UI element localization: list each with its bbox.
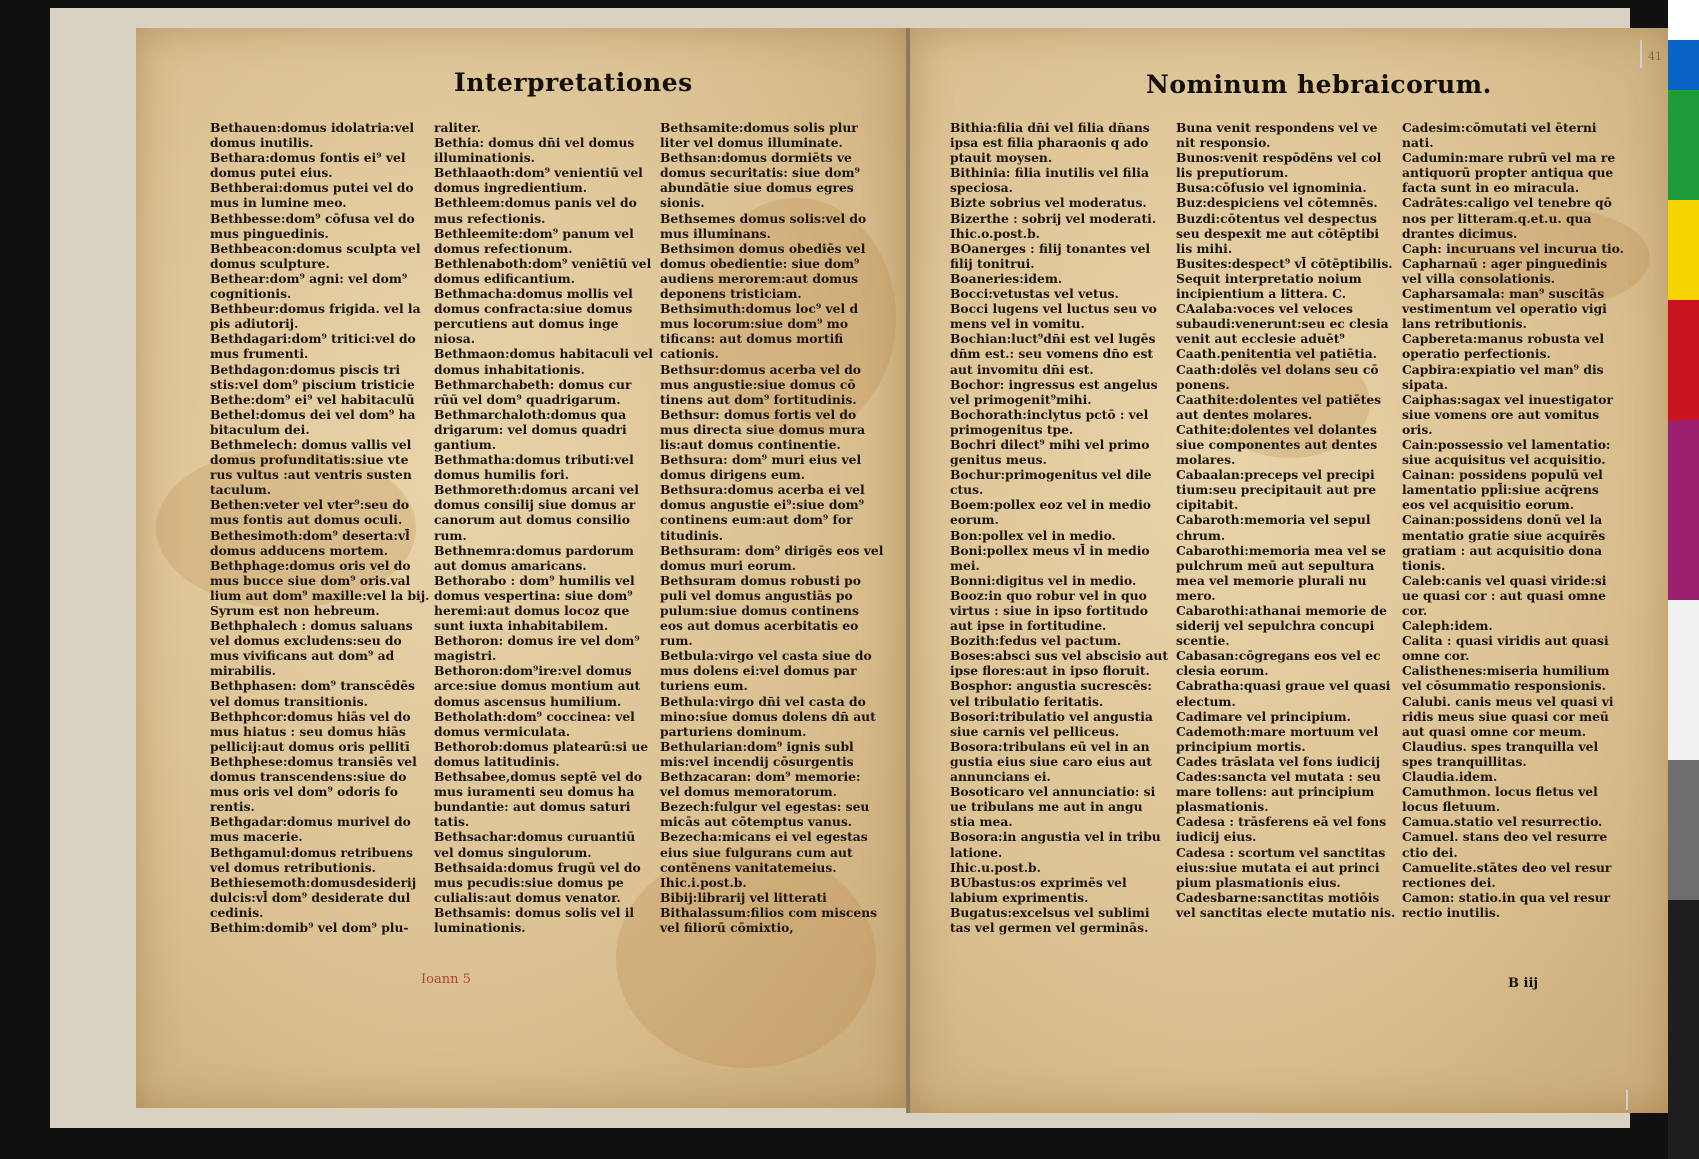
crop-mark: [1626, 1090, 1628, 1110]
column-text: Buna venit respondens vel ve nit responsio. Bunos:venit respōdēns vel col lis preputiorum. Busa:cōfusio vel ignominia. Buz:despiciens vel cōtemnēs. Buzdi:cōtentus vel despectus seu despexit me aut cōtēptibi lis mihi. Busites:despect⁹ vl̄ cōtēptibilis. Sequit interpretatio noium incipientium a littera. C. CAalaba:voces vel veloces subaudi:venerunt:seu ec clesia venit aut ecclesie aduēt⁹ Caath.penitentia vel patiētia. Caath:dolēs vel dolans seu cō ponens. Caathite:dolentes vel patiētes aut dentes molares. Cathite:dolentes vel dolantes siue componentes aut dentes molares. Cabaalan:preceps vel precipi tium:seu precipitauit aut pre cipitabit. Cabaroth:memoria vel sepul chrum. Cabarothi:memoria mea vel se pulchrum meū aut sepultura mea vel memorie plurali nu mero. Cabarothi:athanai memorie de siderij vel sepulchra concupi scentie. Cabasan:cōgregans eos vel ec clesia eorum. Cabratha:quasi graue vel quasi electum. Cadimare vel principium. Cademoth:mare mortuum vel principium mortis. Cades trāslata vel fons iudicij Cades:sancta vel mutata : seu mare tollens: aut principium plasmationis. Cadesa : trāsferens eā vel fons iudicij eius. Cadesa : scortum vel sanctitas eius:siue mutata ei aut princi pium plasmationis eius. Cadesbarne:sanctitas motiōis vel sanctitas electe mutatio nis.: [1176, 120, 1396, 920]
column-text: Bethsamite:domus solis plur liter vel domus illuminate. Bethsan:domus dormiēts ve domus securitatis: siue dom⁹ abundātie siue domus egres sionis. Bethsemes domus solis:vel do mus illuminans. Bethsimon domus obediēs vel domus obedientie: siue dom⁹ audiens merorem:aut domus deponens tristiciam. Bethsimuth:domus loc⁹ vel d mus locorum:siue dom⁹ mo tificans: aut domus mortifi cationis. Bethsur:domus acerba vel do mus angustie:siue domus cō tinens aut dom⁹ fortitudinis. Bethsur: domus fortis vel do mus directa siue domus mura lis:aut domus continentie. Bethsura: dom⁹ muri eius vel domus dirigens eum. Bethsura:domus acerba ei vel domus angustie ei⁹:siue dom⁹ continens eum:aut dom⁹ for titudinis. Bethsuram: dom⁹ dirigēs eos vel domus muri eorum. Bethsuram domus robusti po puli vel domus angustiās po pulum:siue domus continens eos aut domus acerbitatis eo rum. Betbula:virgo vel casta siue do mus dolens ei:vel domus par turiens eum. Bethula:virgo dn̄i vel casta do mino:siue domus dolens dn̄ aut parturiens dominum. Bethularian:dom⁹ ignis subl mis:vel incendij cōsurgentis Bethzacaran: dom⁹ memorie: vel domus memoratorum. Bezech:fulgur vel egestas: seu micās aut cōtemptus vanus. Bezecha:micans ei vel egestas eius siue fulgurans cum aut contēnens vanitatemeius. Ihic.i.post.b. Bibij:librarij vel litterati Bithalassum:filios com miscens vel filiorū cōmixtio,: [660, 120, 884, 935]
color-swatch: [1668, 420, 1699, 600]
color-calibration-bar: [1668, 0, 1699, 1159]
right-page: [910, 28, 1672, 1113]
crop-mark: [1640, 40, 1642, 68]
column-text: Cadesim:cōmutati vel ēterni nati. Cadumin:mare rubrū vel ma re antiquorū propter antiqua que facta sunt in eo miracula. Cadrātes:caligo vel tenebre qō nos per litteram.q.et.u. qua drantes dicimus. Caph: incuruans vel incurua tio. Capharnaū : ager pinguedinis vel villa consolationis. Capharsamala: man⁹ suscitās vestimentum vel operatio vigi lans retributionis. Capbereta:manus robusta vel operatio perfectionis. Capbira:expiatio vel man⁹ dis sipata. Caiphas:sagax vel inuestigator siue vomens ore aut vomitus oris. Cain:possessio vel lamentatio: siue acquisitus vel acquisitio. Cainan: possidens populū vel lamentatio ppl̄i:siue acq̄rens eos vel acquisitio eorum. Cainan:possidens donū vel la mentatio gratie siue acquirēs gratiam : aut acquisitio dona tionis. Caleb:canis vel quasi viride:si ue quasi cor : aut quasi omne cor. Caleph:idem. Calita : quasi viridis aut quasi omne cor. Calisthenes:miseria humilium vel cōsummatio responsionis. Calubi. canis meus vel quasi vi ridis meus siue quasi cor meū aut quasi omne cor meum. Claudius. spes tranquilla vel spes tranquillitas. Claudia.idem. Camuthmon. locus fletus vel locus fletuum. Camua.statio vel resurrectio. Camuel. stans deo vel resurre ctio dei. Camuelite.stātes deo vel resur rectiones dei. Camon: statio.in qua vel resur rectio inutilis.: [1402, 120, 1624, 920]
column-text: Bithia:filia dn̄i vel filia dn̄ans ipsa est filia pharaonis q ado ptauit moysen. Bithinia: filia inutilis vel filia speciosa. Bizte sobrius vel moderatus. Bizerthe : sobrij vel moderati. Ihic.o.post.b. BOanerges : filij tonantes vel filij tonitrui. Boaneries:idem. Bocci:vetustas vel vetus. Bocci lugens vel luctus seu vo mens vel in vomitu. Bochian:luct⁹dn̄i est vel lugēs dn̄m est.: seu vomens dn̄o est aut invomitu dn̄i est. Bochor: ingressus est angelus vel primogenit⁹mihi. Bochorath:inclytus pctō : vel primogenitus tpe. Bochri dilect⁹ mihi vel primo genitus meus. Bochur:primogenitus vel dile ctus. Boem:pollex eoz vel in medio eorum. Bon:pollex vel in medio. Boni:pollex meus vl̄ in medio mei. Bonni:digitus vel in medio. Booz:in quo robur vel in quo virtus : siue in ipso fortitudo aut ipse in fortitudine. Bozith:fedus vel pactum. Boses:absci sus vel abscisio aut ipse flores:aut in ipso floruit. Bosphor: angustia sucrescēs: vel tribulatio feritatis. Bosori:tribulatio vel angustia siue carnis vel pelliceus. Bosora:tribulans eū vel in an gustia eius siue caro eius aut annuncians ei. Bosoticaro vel annunciatio: si ue tribulans me aut in angu stia mea. Bosora:in angustia vel in tribu latione. Ihic.u.post.b. BUbastus:os exprimēs vel labium exprimentis. Bugatus:excelsus vel sublimi tas vel germen vel germinās.: [950, 120, 1169, 935]
color-swatch: [1668, 40, 1699, 90]
text-column-4: [950, 120, 1172, 935]
text-column-3: [660, 120, 884, 935]
page-heading-left: Interpretationes: [454, 68, 693, 97]
text-column-1: [210, 120, 430, 935]
color-swatch: [1668, 0, 1699, 40]
signature-mark: B iij: [1508, 976, 1539, 991]
page-heading-right: Nominum hebraicorum.: [1146, 70, 1492, 99]
color-swatch: [1668, 200, 1699, 300]
left-page: [136, 28, 906, 1108]
handwritten-annotation: Ioann 5: [421, 972, 471, 987]
color-swatch: [1668, 900, 1699, 1159]
text-column-5: [1176, 120, 1398, 920]
text-column-2: [434, 120, 656, 935]
folio-number: 41: [1648, 50, 1662, 63]
color-swatch: [1668, 760, 1699, 900]
color-swatch: [1668, 90, 1699, 200]
column-text: raliter. Bethia: domus dn̄i vel domus illuminationis. Bethlaaoth:dom⁹ venientiū vel domus ingredientium. Bethleem:domus panis vel do mus refectionis. Bethleemite:dom⁹ panum vel domus refectionum. Bethlenaboth:dom⁹ veniētiū vel domus edificantium. Bethmacha:domus mollis vel domus confracta:siue domus percutiens aut domus inge niosa. Bethmaon:domus habitaculi vel domus inhabitationis. Bethmarchabeth: domus cur rūū vel dom⁹ quadrigarum. Bethmarchaloth:domus qua drigarum: vel domus quadri gantium. Bethmatha:domus tributi:vel domus humilis fori. Bethmoreth:domus arcani vel domus consilij siue domus ar canorum aut domus consilio rum. Bethnemra:domus pardorum aut domus amaricans. Bethorabo : dom⁹ humilis vel domus vespertina: siue dom⁹ heremi:aut domus locoz que sunt iuxta inhabitabilem. Bethoron: domus ire vel dom⁹ magistri. Bethoron:dom⁹ire:vel domus arce:siue domus montium aut domus ascensus humilium. Betholath:dom⁹ coccinea: vel domus vermiculata. Bethorob:domus platearū:si ue domus latitudinis. Bethsabee,domus septē vel do mus iuramenti seu domus ha bundantie: aut domus saturi tatis. Bethsachar:domus curuantiū vel domus singulorum. Bethsaida:domus frugū vel do mus pecudis:siue domus pe culialis:aut domus venator. Bethsamis: domus solis vel il luminationis.: [434, 120, 653, 935]
color-swatch: [1668, 300, 1699, 420]
book-spread: [50, 8, 1662, 1128]
column-text: Bethauen:domus idolatria:vel domus inutilis. Bethara:domus fontis ei⁹ vel domus putei eius. Bethberai:domus putei vel do mus in lumine meo. Bethbesse:dom⁹ cōfusa vel do mus pinguedinis. Bethbeacon:domus sculpta vel domus sculpture. Bethear:dom⁹ agni: vel dom⁹ cognitionis. Bethbeur:domus frigida. vel la pis adiutorij. Bethdagari:dom⁹ tritici:vel do mus frumenti. Bethdagon:domus piscis tri stis:vel dom⁹ piscium tristicie Bethe:dom⁹ ei⁹ vel habitaculū Bethel:domus dei vel dom⁹ ha bitaculum dei. Bethmelech: domus vallis vel domus profunditatis:siue vte rus vultus :aut ventris susten taculum. Bethen:veter vel vter⁹:seu do mus fontis aut domus oculi. Bethesimoth:dom⁹ deserta:vl̄ domus adducens mortem. Bethphage:domus oris vel do mus bucce siue dom⁹ oris.val lium aut dom⁹ maxille:vel la bij. Syrum est non hebreum. Bethphalech : domus saluans vel domus excludens:seu do mus vivificans aut dom⁹ ad mirabilis. Bethphasen: dom⁹ transcēdēs vel domus transitionis. Bethphcor:domus hiās vel do mus hiatus : seu domus hiās pellicij:aut domus oris pellitī Bethphese:domus transiēs vel domus transcendens:siue do mus oris vel dom⁹ odoris fo rentis. Bethgadar:domus murivel do mus macerie. Bethgamul:domus retribuens vel domus retributionis. Bethiesemoth:domusdesiderij dulcis:vl̄ dom⁹ desiderate dul cedinis. Bethim:domib⁹ vel dom⁹ plu-: [210, 120, 430, 935]
text-column-6: [1402, 120, 1626, 920]
color-swatch: [1668, 600, 1699, 760]
